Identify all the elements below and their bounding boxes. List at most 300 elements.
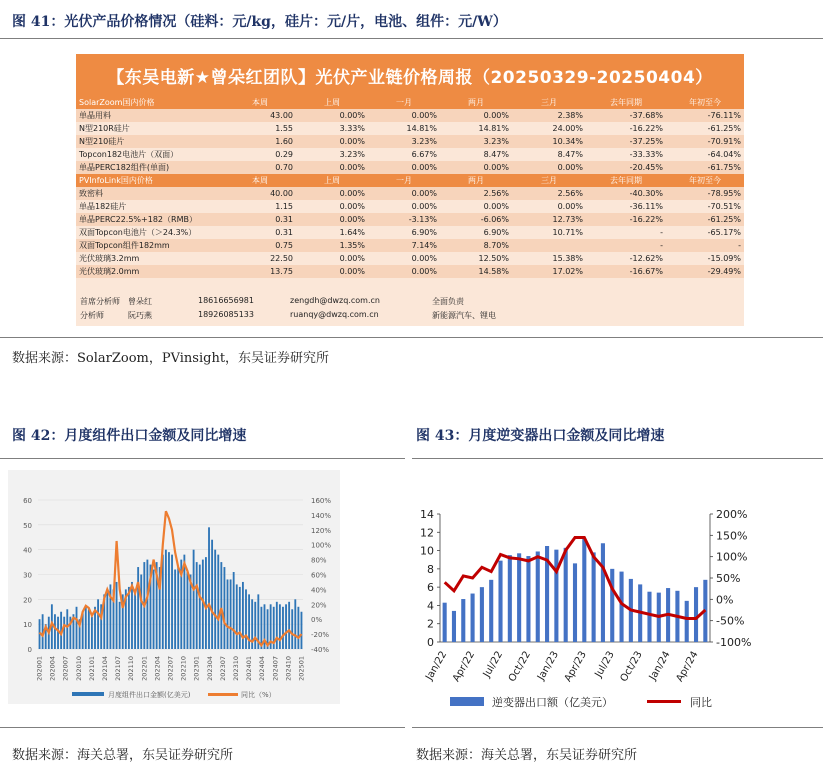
y-tick-label: 12 <box>420 526 434 540</box>
bar <box>165 550 167 649</box>
price-cell: 3.23% <box>296 148 368 161</box>
solarzoom-price-table <box>76 96 744 174</box>
bar <box>131 582 133 649</box>
price-cell: 0.75 <box>224 239 296 252</box>
table-header-cell: 一月 <box>368 96 440 109</box>
y-tick-label: 60 <box>23 497 32 505</box>
x-tick-label: 202201 <box>140 656 149 681</box>
bar <box>294 599 296 649</box>
price-cell: -61.25% <box>666 213 744 226</box>
bar <box>610 569 614 642</box>
y2-tick-label: 40% <box>311 586 327 595</box>
price-cell: -65.17% <box>666 226 744 239</box>
bar <box>116 582 118 649</box>
table-row <box>76 200 744 213</box>
table-row <box>76 161 744 174</box>
price-cell: -36.11% <box>586 200 666 213</box>
price-cell: 0.00% <box>368 252 440 265</box>
price-cell: 3.33% <box>296 122 368 135</box>
bar <box>461 599 465 642</box>
table-row <box>76 252 744 265</box>
bar <box>140 575 142 650</box>
legend-swatch <box>647 700 681 703</box>
bar <box>233 572 235 649</box>
bar <box>97 599 99 649</box>
price-cell: -16.22% <box>586 122 666 135</box>
y-tick-label: 8 <box>427 562 434 576</box>
price-cell: 0.00% <box>296 135 368 148</box>
y-tick-label: 50 <box>23 521 32 530</box>
product-name-cell: 双面Topcon电池片（＞24.3%） <box>76 226 224 239</box>
price-cell: 12.73% <box>512 213 586 226</box>
bar <box>217 555 219 649</box>
price-cell: 1.60 <box>224 135 296 148</box>
y2-tick-label: 120% <box>311 526 332 535</box>
x-tick-label: 202107 <box>114 656 123 681</box>
price-cell: 14.81% <box>368 122 440 135</box>
price-cell: 0.00% <box>296 265 368 278</box>
bar <box>187 572 189 649</box>
bar <box>647 592 651 642</box>
price-cell: - <box>586 226 666 239</box>
price-cell: 0.70 <box>224 161 296 174</box>
y2-tick-label: 0% <box>311 616 323 625</box>
y-tick-label: 0 <box>27 646 32 654</box>
table-row <box>76 265 744 278</box>
product-name-cell: N型210R硅片 <box>76 122 224 135</box>
legend-swatch <box>72 692 104 696</box>
price-cell: 7.14% <box>368 239 440 252</box>
bar <box>153 570 155 649</box>
bar <box>91 617 93 649</box>
product-name-cell: 光伏玻璃3.2mm <box>76 252 224 265</box>
bar <box>498 561 502 642</box>
bar <box>119 602 121 649</box>
price-cell: -16.67% <box>586 265 666 278</box>
x-tick-label: 202304 <box>205 656 214 681</box>
figure-42-title: 图 42：月度组件出口金额及同比增速 <box>12 428 247 444</box>
bar <box>536 551 540 642</box>
contact-phone: 18616656981 <box>198 296 254 305</box>
bar <box>54 614 56 649</box>
divider <box>0 727 405 728</box>
divider <box>412 727 823 728</box>
x-tick-label: 202301 <box>192 656 201 681</box>
bar <box>601 543 605 642</box>
bar <box>137 567 139 649</box>
table-row <box>76 226 744 239</box>
bar <box>489 580 493 642</box>
bar <box>208 527 210 649</box>
table-header-row <box>76 174 744 187</box>
bar <box>471 594 475 642</box>
price-cell: 14.81% <box>440 122 512 135</box>
bar <box>254 602 256 649</box>
price-cell: -37.25% <box>586 135 666 148</box>
product-name-cell: 单晶用料 <box>76 109 224 122</box>
bar <box>193 550 195 649</box>
contact-row <box>76 308 744 322</box>
bar <box>694 587 698 642</box>
y2-tick-label: 20% <box>311 601 327 610</box>
x-tick-label: 202307 <box>218 656 227 681</box>
divider <box>0 337 823 338</box>
price-cell: -3.13% <box>368 213 440 226</box>
price-cell: 3.23% <box>440 135 512 148</box>
x-tick-label: 202407 <box>271 656 280 681</box>
x-tick-label: Apr/24 <box>674 649 701 684</box>
bar <box>88 609 90 649</box>
product-name-cell: N型210硅片 <box>76 135 224 148</box>
y-tick-label: 4 <box>427 599 434 613</box>
x-tick-label: 202401 <box>245 656 254 681</box>
bar <box>171 555 173 649</box>
bar <box>128 587 130 649</box>
price-cell: 1.35% <box>296 239 368 252</box>
y2-tick-label: 80% <box>311 556 327 565</box>
price-cell: 22.50 <box>224 252 296 265</box>
price-cell: -16.22% <box>586 213 666 226</box>
legend-label: 同比（%） <box>241 691 276 699</box>
legend-label: 月度组件出口金额(亿美元) <box>108 691 191 699</box>
table-header-cell: 上周 <box>296 174 368 187</box>
y2-tick-label: 200% <box>716 508 748 521</box>
price-cell: 2.56% <box>512 187 586 200</box>
contact-list <box>76 294 744 322</box>
x-tick-label: 202204 <box>153 656 162 681</box>
x-tick-label: 202207 <box>166 656 175 681</box>
price-cell: 8.47% <box>440 148 512 161</box>
y2-tick-label: -20% <box>311 631 330 640</box>
contact-scope: 新能源汽车、锂电 <box>432 311 496 320</box>
contact-email: ruanqy@dwzq.com.cn <box>290 310 379 319</box>
price-cell: -61.75% <box>666 161 744 174</box>
bar <box>66 609 68 649</box>
y2-tick-label: 160% <box>311 497 332 505</box>
bar <box>554 550 558 642</box>
price-cell: 43.00 <box>224 109 296 122</box>
divider <box>412 458 823 459</box>
figure-42-source: 数据来源：海关总署，东吴证券研究所 <box>12 748 234 763</box>
table-header-cell: PVInfoLink国内价格 <box>76 174 224 187</box>
price-cell: 8.47% <box>512 148 586 161</box>
price-cell: 10.34% <box>512 135 586 148</box>
y2-tick-label: 140% <box>311 511 332 520</box>
price-cell: 0.00% <box>296 187 368 200</box>
price-cell: 0.00% <box>296 252 368 265</box>
contact-row <box>76 294 744 308</box>
y-tick-label: 20 <box>23 596 32 605</box>
divider <box>0 38 823 39</box>
price-cell: -61.25% <box>666 122 744 135</box>
table-header-cell: 三月 <box>512 174 586 187</box>
pvinfolink-price-table <box>76 174 744 278</box>
x-tick-label: 202410 <box>284 656 293 681</box>
price-cell: 1.64% <box>296 226 368 239</box>
table-header-cell: 去年同期 <box>586 96 666 109</box>
product-name-cell: 致密料 <box>76 187 224 200</box>
price-cell: 14.58% <box>440 265 512 278</box>
y-tick-label: 10 <box>23 621 32 630</box>
product-name-cell: 单晶182硅片 <box>76 200 224 213</box>
price-cell: 0.00% <box>368 109 440 122</box>
product-name-cell: 双面Topcon组件182mm <box>76 239 224 252</box>
table-header-row <box>76 96 744 109</box>
bar <box>134 589 136 649</box>
price-cell: 1.15 <box>224 200 296 213</box>
x-tick-label: 202104 <box>101 656 110 681</box>
y2-tick-label: 100% <box>311 541 332 550</box>
bar <box>276 602 278 649</box>
price-cell: -64.04% <box>666 148 744 161</box>
contact-name: 阮巧燕 <box>128 311 152 320</box>
price-cell: 0.00% <box>440 200 512 213</box>
bar <box>517 553 521 642</box>
price-cell: -70.51% <box>666 200 744 213</box>
table-header-cell: 去年同期 <box>586 174 666 187</box>
price-cell: 13.75 <box>224 265 296 278</box>
table-row <box>76 109 744 122</box>
y-tick-label: 0 <box>427 636 434 649</box>
bar <box>227 579 229 649</box>
bar <box>297 607 299 649</box>
contact-email: zengdh@dwzq.com.cn <box>290 296 380 305</box>
bar <box>480 587 484 642</box>
price-cell: 0.00% <box>440 161 512 174</box>
bar <box>236 584 238 649</box>
y-tick-label: 2 <box>427 617 434 631</box>
x-tick-label: 202310 <box>231 656 240 681</box>
price-cell: 0.00% <box>440 109 512 122</box>
price-table-title: 【东吴电新★曾朵红团队】光伏产业链价格周报（20250329-20250404） <box>76 54 744 96</box>
table-row <box>76 135 744 148</box>
x-tick-label: 202110 <box>127 656 136 681</box>
bar <box>301 612 303 649</box>
price-cell: 15.38% <box>512 252 586 265</box>
price-cell: -78.95% <box>666 187 744 200</box>
table-header-cell: 本周 <box>224 174 296 187</box>
figure-41-title: 图 41：光伏产品价格情况（硅料：元/kg，硅片：元/片，电池、组件：元/W） <box>12 14 507 30</box>
x-tick-label: 202501 <box>297 656 306 681</box>
table-row <box>76 239 744 252</box>
bar <box>63 617 65 649</box>
table-header-cell: 年初至今 <box>666 96 744 109</box>
y-tick-label: 14 <box>420 508 434 521</box>
price-cell: -29.49% <box>666 265 744 278</box>
bar <box>168 552 170 649</box>
x-tick-label: 202010 <box>74 656 83 681</box>
contact-role: 分析师 <box>80 311 104 320</box>
bar <box>291 609 293 649</box>
x-tick-label: Jan/22 <box>423 649 450 683</box>
price-cell: 8.70% <box>440 239 512 252</box>
module-export-chart <box>0 462 405 722</box>
bar <box>146 560 148 649</box>
price-cell: 0.00% <box>368 265 440 278</box>
price-cell: 24.00% <box>512 122 586 135</box>
price-cell: 0.00% <box>512 200 586 213</box>
price-cell: 0.00% <box>368 200 440 213</box>
bar <box>174 570 176 649</box>
bar <box>573 563 577 642</box>
price-cell: - <box>666 239 744 252</box>
x-tick-label: Jan/24 <box>647 649 673 683</box>
divider <box>0 458 405 459</box>
bar <box>443 603 447 642</box>
bar <box>177 567 179 649</box>
x-tick-label: 202404 <box>258 656 267 681</box>
price-cell: -70.91% <box>666 135 744 148</box>
x-tick-label: 202210 <box>179 656 188 681</box>
price-cell: 6.90% <box>368 226 440 239</box>
table-header-cell: 两月 <box>440 96 512 109</box>
y2-tick-label: 50% <box>716 572 741 585</box>
bar <box>282 607 284 649</box>
price-cell: 6.90% <box>440 226 512 239</box>
figure-43-title: 图 43：月度逆变器出口金额及同比增速 <box>416 428 665 444</box>
price-cell: -12.62% <box>586 252 666 265</box>
y2-tick-label: -40% <box>311 646 330 654</box>
x-tick-label: Jan/23 <box>535 649 561 683</box>
bar <box>279 604 281 649</box>
figure-43-source: 数据来源：海关总署，东吴证券研究所 <box>416 748 638 763</box>
y-tick-label: 6 <box>427 581 434 595</box>
bar <box>220 562 222 649</box>
y2-tick-label: -50% <box>716 614 745 628</box>
price-cell: 2.38% <box>512 109 586 122</box>
y2-tick-label: -100% <box>716 636 752 649</box>
bar <box>685 601 689 642</box>
bar <box>196 562 198 649</box>
price-cell: 3.23% <box>368 135 440 148</box>
bar <box>526 556 530 642</box>
x-tick-label: 202001 <box>35 656 44 681</box>
price-cell: 0.00% <box>368 161 440 174</box>
bar <box>106 589 108 649</box>
contact-scope: 全面负责 <box>432 297 464 306</box>
price-table-card <box>76 54 744 326</box>
bar <box>564 548 568 642</box>
bar <box>214 550 216 649</box>
price-cell: -76.11% <box>666 109 744 122</box>
bar <box>230 579 232 649</box>
price-cell: -20.45% <box>586 161 666 174</box>
product-name-cell: Topcon182电池片（双面） <box>76 148 224 161</box>
figure-41-source: 数据来源：SolarZoom，PVinsight，东吴证券研究所 <box>12 351 330 366</box>
legend-label: 逆变器出口额（亿美元） <box>492 696 613 709</box>
bar <box>205 557 207 649</box>
price-cell: 1.55 <box>224 122 296 135</box>
table-header-cell: 三月 <box>512 96 586 109</box>
price-cell: -6.06% <box>440 213 512 226</box>
x-tick-label: Jul/22 <box>481 649 506 680</box>
x-tick-label: 202101 <box>87 656 96 681</box>
price-cell: 0.00% <box>296 161 368 174</box>
y2-tick-label: 150% <box>716 529 748 543</box>
x-tick-label: Oct/22 <box>506 649 534 684</box>
price-cell: -33.33% <box>586 148 666 161</box>
contact-phone: 18926085133 <box>198 310 254 319</box>
legend-swatch <box>450 697 484 706</box>
price-cell: 0.29 <box>224 148 296 161</box>
x-tick-label: Oct/23 <box>618 649 645 684</box>
price-cell: 40.00 <box>224 187 296 200</box>
x-tick-label: 202007 <box>61 656 70 681</box>
price-cell: 0.00% <box>296 213 368 226</box>
price-cell: -40.30% <box>586 187 666 200</box>
price-cell: -37.68% <box>586 109 666 122</box>
bar <box>285 604 287 649</box>
table-header-cell: 上周 <box>296 96 368 109</box>
y-tick-label: 10 <box>420 544 434 558</box>
inverter-export-chart <box>412 462 823 722</box>
table-header-cell: 一月 <box>368 174 440 187</box>
y2-tick-label: 0% <box>716 593 734 607</box>
x-tick-label: Apr/23 <box>562 649 589 684</box>
bar <box>211 540 213 649</box>
table-row <box>76 122 744 135</box>
x-tick-label: Jul/23 <box>593 649 617 680</box>
price-cell <box>512 239 586 252</box>
price-cell: 0.00% <box>296 200 368 213</box>
y2-tick-label: 100% <box>716 550 748 564</box>
product-name-cell: 单晶PERC182组件(单面) <box>76 161 224 174</box>
bar <box>85 607 87 649</box>
bar <box>452 611 456 642</box>
contact-name: 曾朵红 <box>128 297 152 306</box>
bar <box>239 587 241 649</box>
price-cell: 6.67% <box>368 148 440 161</box>
table-header-cell: 本周 <box>224 96 296 109</box>
table-row <box>76 187 744 200</box>
bar <box>592 552 596 642</box>
price-cell: 2.56% <box>440 187 512 200</box>
bar <box>76 607 78 649</box>
price-cell: 17.02% <box>512 265 586 278</box>
table-header-cell: SolarZoom国内价格 <box>76 96 224 109</box>
product-name-cell: 光伏玻璃2.0mm <box>76 265 224 278</box>
price-cell: 0.00% <box>296 109 368 122</box>
bar <box>620 572 624 642</box>
table-row <box>76 148 744 161</box>
price-cell: 0.00% <box>512 161 586 174</box>
price-cell: 0.31 <box>224 213 296 226</box>
product-name-cell: 单晶PERC22.5%+182（RMB） <box>76 213 224 226</box>
price-cell: 10.71% <box>512 226 586 239</box>
legend-label: 同比 <box>690 696 712 709</box>
y2-tick-label: 60% <box>311 571 327 580</box>
contact-role: 首席分析师 <box>80 297 120 306</box>
bar <box>245 589 247 649</box>
price-cell: 0.00% <box>368 187 440 200</box>
price-cell: - <box>586 239 666 252</box>
bar <box>582 539 586 642</box>
y-tick-label: 30 <box>23 571 32 580</box>
bar <box>508 555 512 642</box>
price-cell: 12.50% <box>440 252 512 265</box>
bar <box>199 565 201 649</box>
x-tick-label: 202004 <box>48 656 57 681</box>
price-cell: -15.09% <box>666 252 744 265</box>
table-header-cell: 年初至今 <box>666 174 744 187</box>
table-header-cell: 两月 <box>440 174 512 187</box>
bar <box>288 602 290 649</box>
legend-swatch <box>208 693 238 696</box>
table-row <box>76 213 744 226</box>
bar <box>224 567 226 649</box>
price-cell: 0.31 <box>224 226 296 239</box>
y-tick-label: 40 <box>23 546 32 555</box>
